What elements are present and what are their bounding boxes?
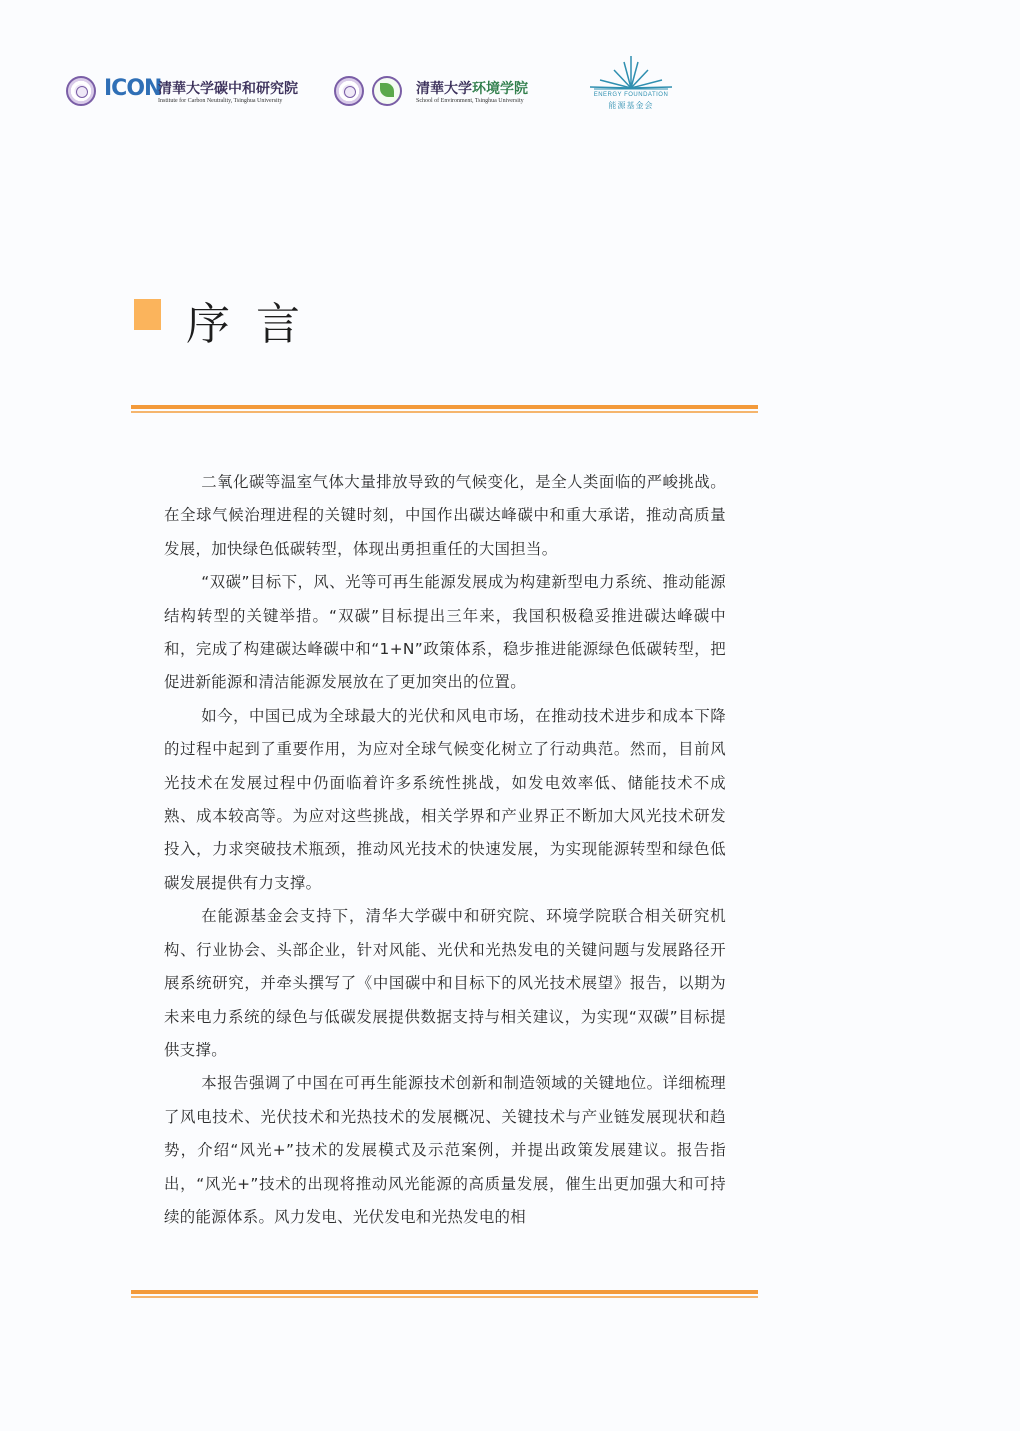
- logo-icon-tsinghua: [66, 52, 316, 112]
- title-marker: [134, 299, 161, 330]
- logo2-english-name: School of Environment, Tsinghua University: [416, 98, 524, 104]
- logo-school-environment: [334, 52, 564, 112]
- logo-energy-foundation: [586, 52, 676, 112]
- paragraph: 本报告强调了中国在可再生能源技术创新和制造领域的关键地位。详细梳理了风电技术、光伏技术和光热技术的发展概况、关键技术与产业链发展现状和趋势，介绍“风光+”技术的发展模式及示范案例，并提出政策发展建议。报告指出，“风光+”技术的出现将推动风光能源的高质量发展，催生出更加强大和可持续的能源体系。风力发电、光伏发电和光热发电的相: [164, 1074, 726, 1226]
- logo1-english-name: Institute for Carbon Neutrality, Tsinghua University: [158, 98, 283, 104]
- tsinghua-seal-icon: [66, 76, 96, 106]
- divider-bottom: [131, 1290, 758, 1298]
- leaf-icon: [372, 76, 402, 106]
- icon-logo-mark: ICON: [104, 76, 162, 101]
- paragraph: 二氧化碳等温室气体大量排放导致的气候变化，是全人类面临的严峻挑战。在全球气候治理进程的关键时刻，中国作出碳达峰碳中和重大承诺，推动高质量发展，加快绿色低碳转型，体现出勇担重任的大国担当。: [164, 473, 726, 558]
- preface-body: [164, 466, 726, 1234]
- logo2-chinese-name: 清華大学环境学院: [416, 81, 528, 97]
- logo3-chinese-name: 能源基金会: [608, 101, 654, 110]
- page-title: 序言: [186, 299, 326, 350]
- logo3-english-name: ENERGY FOUNDATION: [593, 92, 669, 98]
- paragraph: 如今，中国已成为全球最大的光伏和风电市场，在推动技术进步和成本下降的过程中起到了重要作用，为应对全球气候变化树立了行动典范。然而，目前风光技术在发展过程中仍面临着许多系统性挑战，如发电效率低、储能技术不成熟、成本较高等。为应对这些挑战，相关学界和产业界正不断加大风光技术研发投入，力求突破技术瓶颈，推动风光技术的快速发展，为实现能源转型和绿色低碳发展提供有力支撑。: [164, 706, 726, 892]
- paragraph: 在能源基金会支持下，清华大学碳中和研究院、环境学院联合相关研究机构、行业协会、头部企业，针对风能、光伏和光热发电的关键问题与发展路径开展系统研究，并牵头撰写了《中国碳中和目标下的风光技术展望》报告，以期为未来电力系统的绿色与低碳发展提供数据支持与相关建议，为实现“双碳”目标提供支撑。: [164, 907, 726, 1059]
- header-logos: [66, 52, 686, 112]
- logo1-chinese-name: 清華大学碳中和研究院: [158, 81, 298, 97]
- paragraph: “双碳”目标下，风、光等可再生能源发展成为构建新型电力系统、推动能源结构转型的关键举措。“双碳”目标提出三年来，我国积极稳妥推进碳达峰碳中和，完成了构建碳达峰碳中和“1+N”政策体系，稳步推进能源绿色低碳转型，把促进新能源和清洁能源发展放在了更加突出的位置。: [164, 573, 726, 692]
- starburst-icon: [586, 52, 676, 92]
- tsinghua-seal-icon: [334, 76, 364, 106]
- divider-top: [131, 405, 758, 413]
